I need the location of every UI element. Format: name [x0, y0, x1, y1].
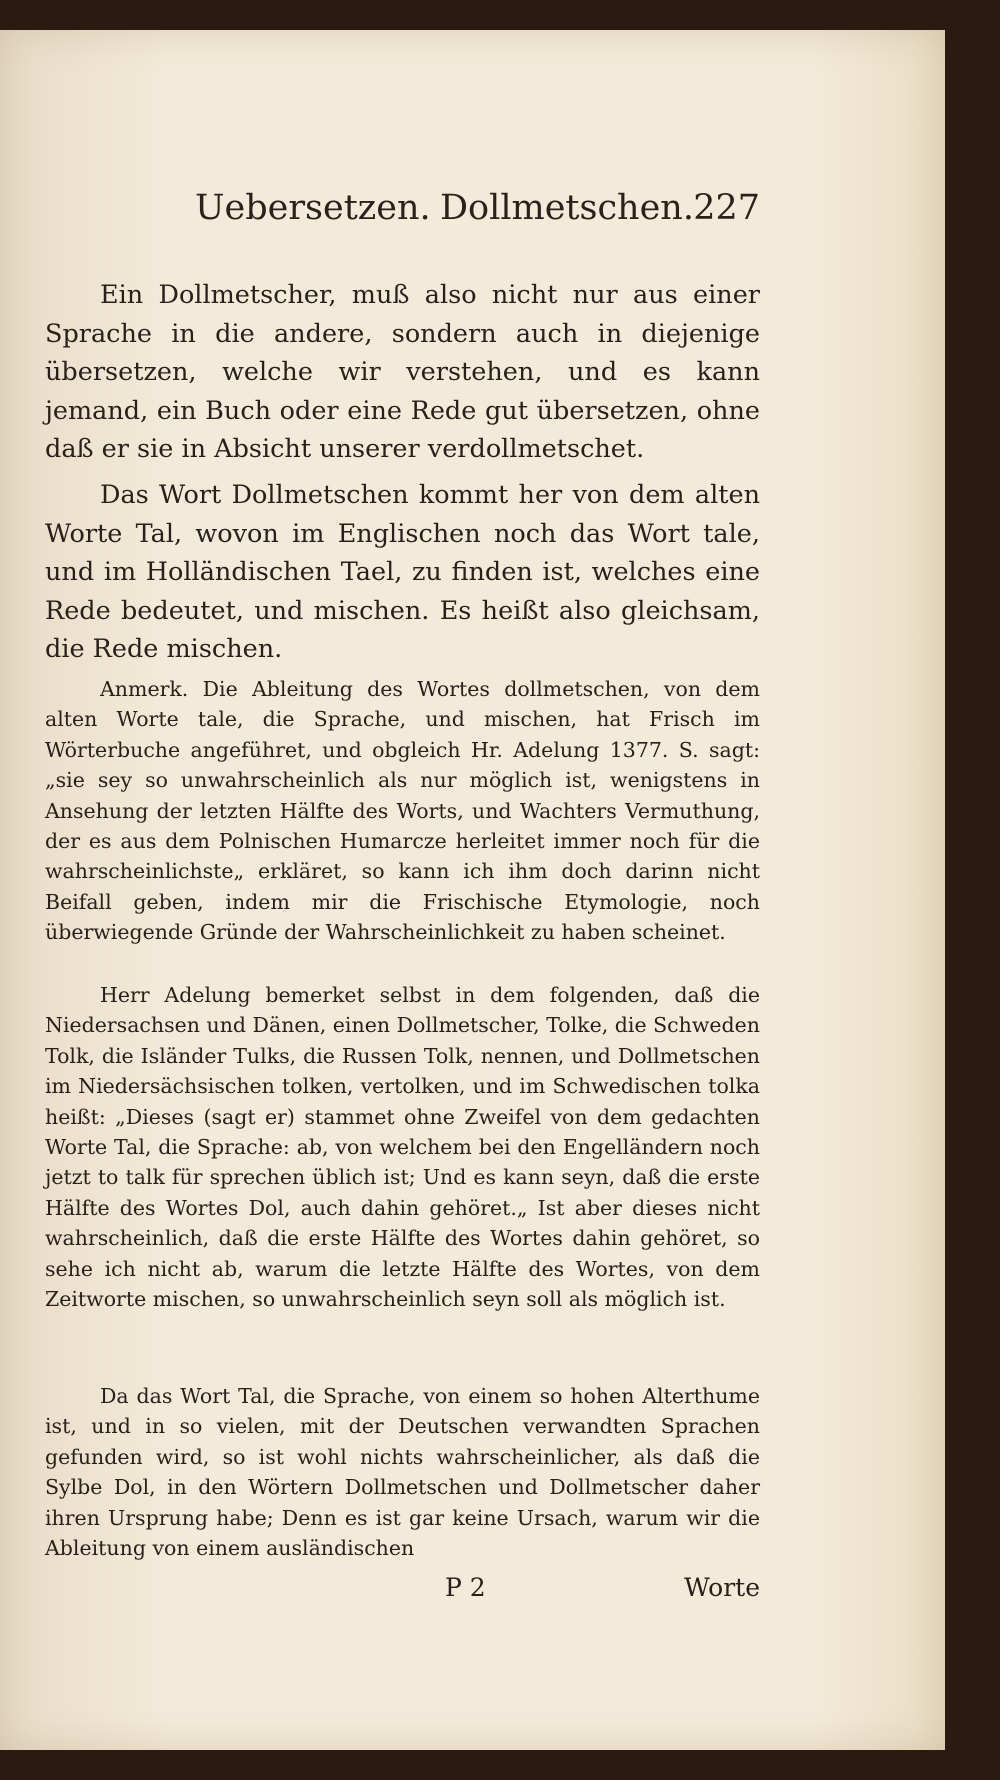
paragraph-text: Ein Dollmetscher, muß also nicht nur aus einer Sprache in die andere, sondern auch in diejenige übersetzen, welche wir verstehen, und es kann jemand, ein Buch oder eine Rede gut übersetzen, ohne daß er sie in Absicht unserer verdollmetschet. — [45, 280, 760, 464]
page-number: 227 — [693, 188, 760, 228]
note-text: Herr Adelung bemerket selbst in dem folgenden, daß die Niedersachsen und Dänen, einen Dollmetscher, Tolke, die Schweden Tolk, die Isländer Tulks, die Russen Tolk, nennen, und Dollmetschen im Niedersächsischen tolken, vertolken, und im Schwedischen tolka heißt: „Dieses (sagt er) stammet ohne Zweifel von dem gedachten Worte Tal, die Sprache: ab, von welchem bei den Engelländern noch jetzt to talk für sprechen üblich ist; Und es kann seyn, daß die erste Hälfte des Wortes Dol, auch dahin gehöret.„ Ist aber dieses nicht wahrscheinlich, daß die erste Hälfte des Wortes dahin gehöret, so sehe ich nicht ab, warum die letzte Hälfte des Wortes, von dem Zeitworte mischen, so unwahrscheinlich seyn soll als möglich ist. — [45, 983, 760, 1312]
note-paragraph-2 — [45, 980, 760, 1314]
main-paragraph-1 — [45, 276, 760, 469]
header-center-title: Dollmetschen. — [440, 188, 694, 228]
main-paragraph-2 — [45, 476, 760, 669]
catchword: Worte — [684, 1573, 760, 1602]
signature-mark: P 2 — [445, 1573, 486, 1602]
note-paragraph-1 — [45, 674, 760, 948]
page-footer — [45, 1568, 760, 1608]
header-left-title: Uebersetzen. — [195, 188, 431, 228]
note-text: Anmerk. Die Ableitung des Wortes dollmetschen, von dem alten Worte tale, die Sprache, und mischen, hat Frisch im Wörterbuche angeführet, und obgleich Hr. Adelung 1377. S. sagt: „sie sey so unwahrscheinlich als nur möglich ist, wenigstens in Ansehung der letzten Hälfte des Worts, und Wachters Vermuthung, der es aus dem Polnischen Humarcze herleitet immer noch für die wahrscheinlichste„ erkläret, so kann ich ihm doch darinn nicht Beifall geben, indem mir die Frischische Etymologie, noch überwiegende Gründe der Wahrscheinlichkeit zu haben scheinet. — [45, 677, 760, 945]
book-page — [0, 30, 945, 1750]
paragraph-text: Das Wort Dollmetschen kommt her von dem alten Worte Tal, wovon im Englischen noch das Wort tale, und im Holländischen Tael, zu finden ist, welches eine Rede bedeutet, und mischen. Es heißt also gleichsam, die Rede mischen. — [45, 480, 760, 664]
running-header — [195, 178, 760, 238]
note-paragraph-3 — [45, 1381, 760, 1563]
note-text: Da das Wort Tal, die Sprache, von einem so hohen Alterthume ist, und in so vielen, mit der Deutschen verwandten Sprachen gefunden wird, so ist wohl nichts wahrscheinlicher, als daß die Sylbe Dol, in den Wörtern Dollmetschen und Dollmetscher daher ihren Ursprung habe; Denn es ist gar keine Ursach, warum wir die Ableitung von einem ausländischen — [45, 1384, 760, 1561]
